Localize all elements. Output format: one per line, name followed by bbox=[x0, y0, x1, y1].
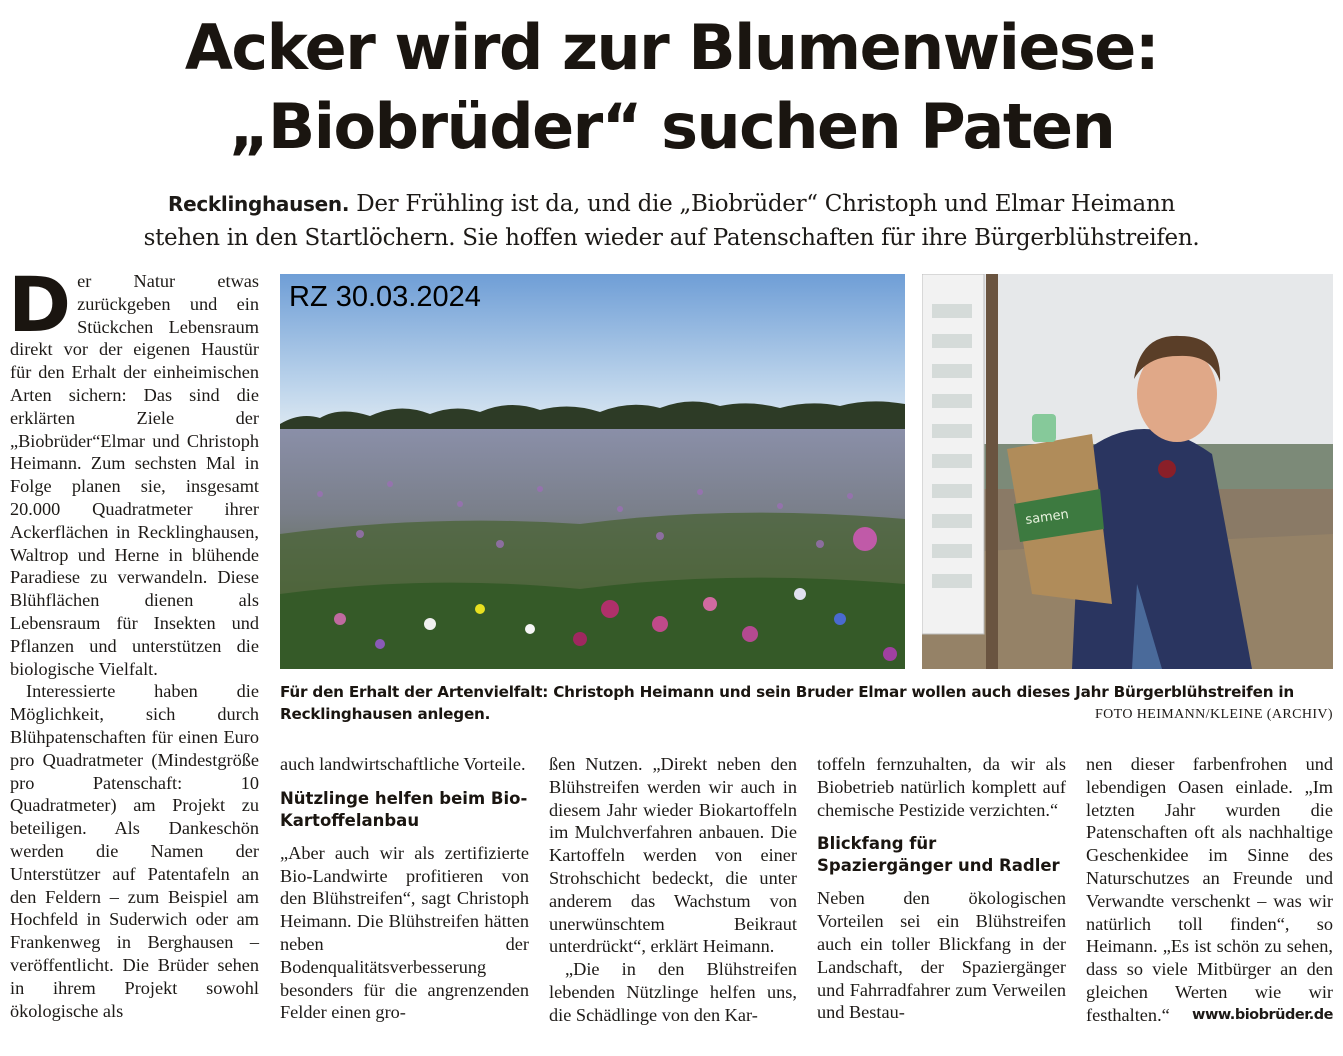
article-column-1 bbox=[8, 260, 259, 1022]
paragraph-intro-text: er Natur etwas zurückgeben und ein Stückchen Lebensraum direkt vor der eigenen Haustür für den Erhalt der einheimischen Arten sichern: Das sind die erklärten Ziele der „Biobrüder“Elmar und Christoph Heimann. Zum sechsten Mal in Folge planen sie, insgesamt 20.000 Quadratmeter ihrer Ackerflächen in Recklinghausen, Waltrop und Herne in blühende Paradiese zu verwandeln. Diese Blühflächen dienen als Lebensraum für Insekten und Pflanzen und unterstützen die biologische Vielfalt. bbox=[10, 271, 259, 679]
headline-line-2: „Biobrüder“ suchen Paten bbox=[228, 90, 1115, 163]
paragraph-gift-idea-text: nen dieser farbenfrohen und lebendigen Oasen einlade. „Im letzten Jahr wurden die Patenschaften oft als nachhaltige Geschenkidee im Sinne des Naturschutzes an Freunde und Verwandte verschenkt – was wir natürlich toll finden“, so Heimann. „Es ist schön zu sehen, dass so viele Mitbürger an den gleichen Werten wie wir festhalten.“ bbox=[1086, 754, 1333, 1025]
drop-cap: D bbox=[8, 260, 72, 349]
photo-credit: FOTO HEIMANN/KLEINE (ARCHIV) bbox=[1094, 707, 1333, 722]
subheading-eye-catcher: Blickfang für Spaziergänger und Radler bbox=[817, 834, 1060, 876]
website-link[interactable]: www.biobrüder.de bbox=[1192, 1006, 1333, 1023]
lead-line-2: stehen in den Startlöchern. Sie hoffen wieder auf Patenschaften für ihre Bürgerblühstreifen. bbox=[143, 225, 1200, 251]
paragraph-landscape: Neben den ökologischen Vorteilen sei ein Blühstreifen auch ein toller Blickfang in der Landschaft, der Spaziergänger und Fahrradfahrer zum Verweilen und Bestau- bbox=[817, 888, 1066, 1023]
lead-text-1: Der Frühling ist da, und die „Biobrüder“ Christoph und Elmar Heimann bbox=[356, 191, 1175, 217]
farmer-portrait-photo bbox=[922, 274, 1333, 669]
photo-caption: Für den Erhalt der Artenvielfalt: Christoph Heimann und sein Bruder Elmar wollen auch dieses Jahr Bürgerblühstreifen in Recklinghausen anlegen. bbox=[280, 683, 1295, 723]
paragraph-potatoes: ßen Nutzen. „Direkt neben den Blühstreifen werden wir auch in diesem Jahr wieder Biokartoffeln im Mulchverfahren anbauen. Die Kartoffeln werden von einer Strohschicht bedeckt, die unter anderem das Wachstum von unerwünschtem Beikraut unterdrückt“, erklärt Heimann. bbox=[549, 754, 797, 957]
lead-line-1 bbox=[0, 188, 1343, 220]
flower-field-photo bbox=[280, 274, 905, 669]
paragraph-pesticides: toffeln fernzuhalten, da wir als Biobetrieb natürlich komplett auf chemische Pestizide verzichten.“ bbox=[817, 754, 1066, 820]
headline-line-1: Acker wird zur Blumenwiese: bbox=[184, 11, 1159, 84]
bag-label: samen bbox=[1024, 507, 1070, 528]
dateline: Recklinghausen. bbox=[168, 192, 350, 216]
article-column-5 bbox=[1086, 753, 1333, 1027]
paragraph-sponsorship: Interessierte haben die Möglichkeit, sich durch Blühpatenschaften für einen Euro pro Quadratmeter (Mindestgröße pro Patenschaft: 10 Quadratmeter) am Projekt zu beteiligen. Als Dankeschön werden die Namen der Unterstützer auf Patentafeln an den Feldern – zum Beispiel am Hochfeld in Suderwich oder am Frankenweg in Berghausen – veröffentlicht. Die Brüder sehen in ihrem Projekt sowohl ökologische als bbox=[10, 681, 259, 1021]
paragraph-bio-farmers: „Aber auch wir als zertifizierte Bio-Landwirte profitieren von den Blühstreifen“, sagt Christoph Heimann. Die Blühstreifen hätten neben der Bodenqualitätsverbesserung besonders für die angrenzenden Felder einen gro- bbox=[280, 842, 529, 1023]
farmer-illustration bbox=[922, 274, 1333, 669]
article-column-4 bbox=[817, 753, 1066, 1024]
flower-field-illustration bbox=[280, 274, 905, 669]
subheading-beneficials: Nützlinge helfen beim Bio-Kartoffelanbau bbox=[280, 788, 528, 830]
article-column-2 bbox=[280, 753, 529, 1024]
paragraph-beneficials: „Die in den Blühstreifen lebenden Nützlinge helfen uns, die Schädlinge von den Kar- bbox=[549, 959, 797, 1025]
paragraph-gift-idea bbox=[1086, 753, 1333, 1027]
paragraph-intro bbox=[8, 260, 259, 680]
paragraph-sponsorship-cont: auch landwirtschaftliche Vorteile. bbox=[280, 754, 526, 774]
article-column-3 bbox=[549, 753, 797, 1027]
date-stamp: RZ 30.03.2024 bbox=[289, 281, 481, 313]
